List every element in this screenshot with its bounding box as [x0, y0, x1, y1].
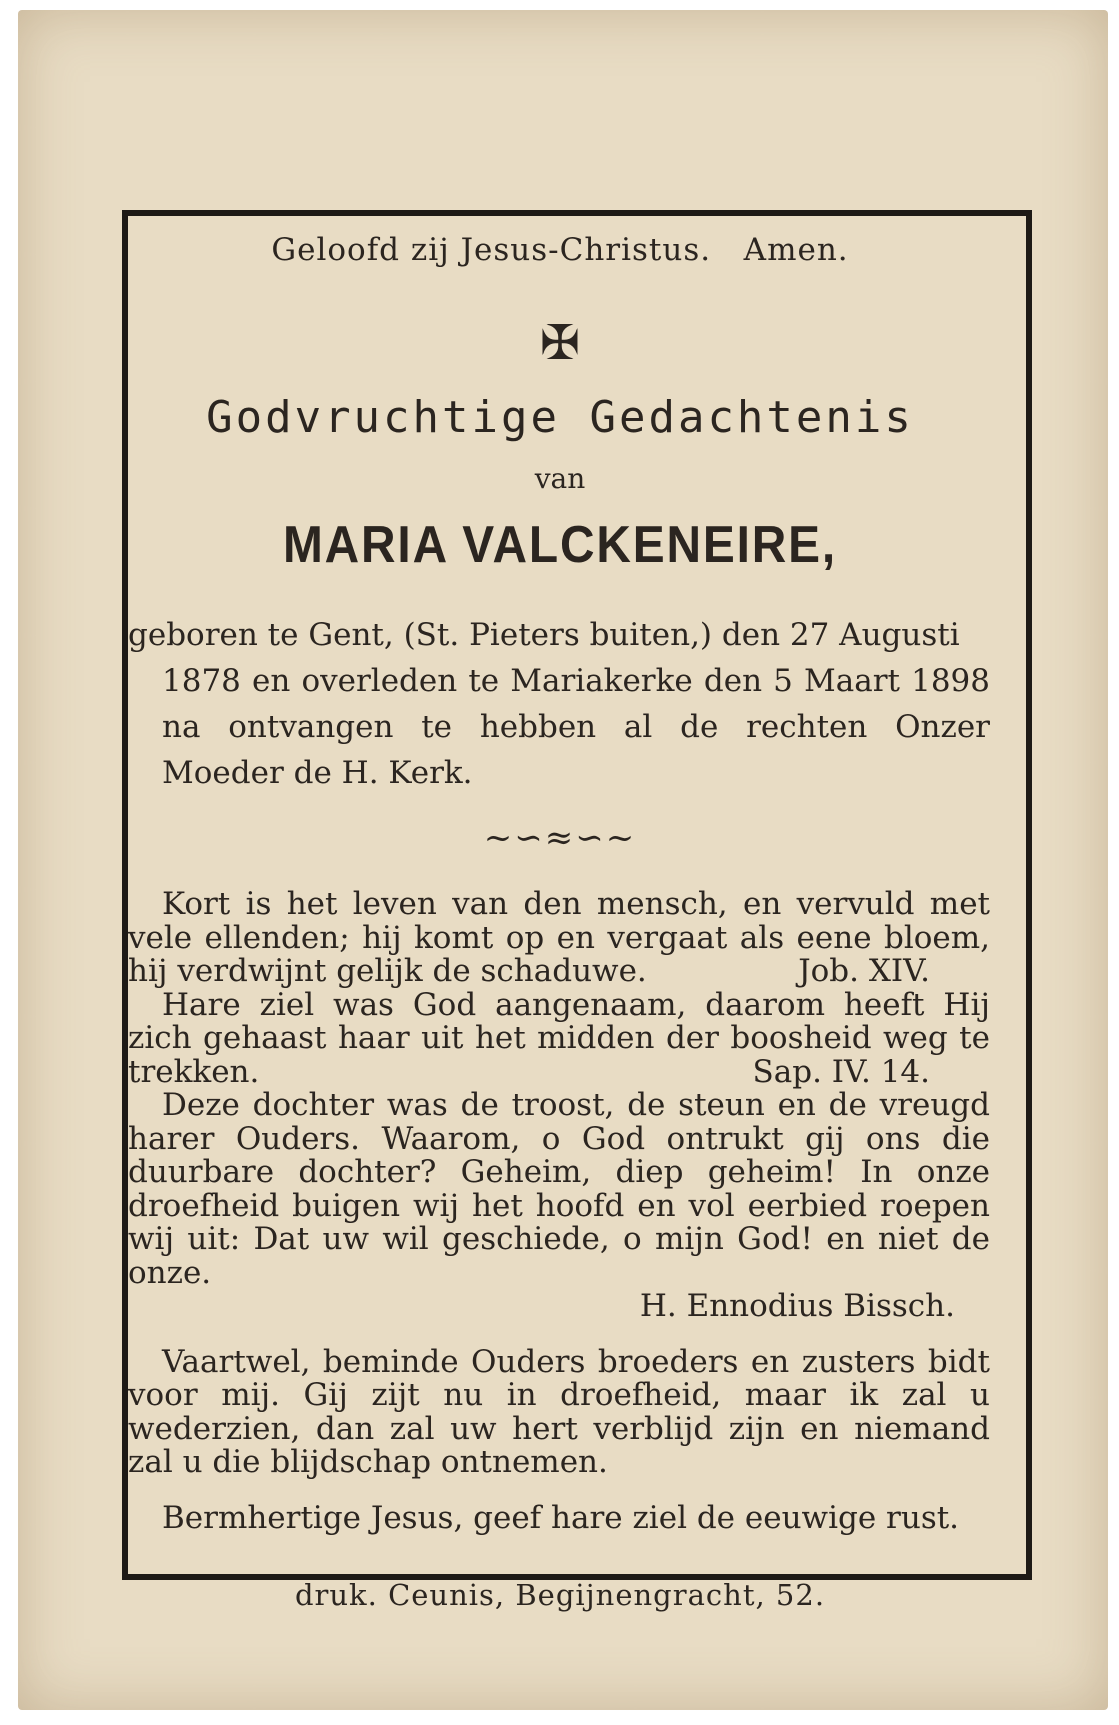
quotes-section [128, 888, 990, 1535]
quote-job-ref: Job. XIV. [798, 953, 930, 989]
quote-ennodius-author: H. Ennodius Bissch. [639, 1288, 955, 1324]
bio-rest: 1878 en overleden te Mariakerke den 5 Maart 1898 na ontvangen te hebben al de rechten Onzer Moeder de H. Kerk. [162, 663, 990, 791]
printer-credit: druk. Ceunis, Begijnengracht, 52. [294, 1578, 826, 1612]
quote-sap [128, 986, 990, 1090]
van-text: van [534, 462, 586, 495]
final-prayer: Bermhertige Jesus, geef hare ziel de eeuwige rust. [162, 1499, 960, 1536]
bio-first-line: geboren te Gent, (St. Pieters buiten,) den 27 Augusti [128, 617, 960, 653]
farewell-text: Vaartwel, beminde Ouders broeders en zusters bidt voor mij. Gij zijt nu in droefheid, maar ik zal u wederzien, dan zal uw hert verblijd zijn en niemand zal u die blijdschap ontnemen. [128, 1343, 990, 1480]
quote-ennodius [128, 1089, 990, 1290]
quote-job [128, 888, 990, 989]
ornament-divider-icon: ~∽≈∽~ [483, 818, 637, 858]
quote-job-text: Kort is het leven van den mensch, en vervuld met vele ellenden; hij komt op en vergaat als eene bloem, hij verdwijnt gelijk de schaduwe. [128, 886, 990, 989]
header-line: Geloofd zij Jesus-Christus. Amen. [271, 232, 849, 268]
biography [128, 612, 990, 796]
deceased-name: MARIA VALCKENEIRE, [282, 516, 838, 574]
quote-sap-ref: Sap. IV. 14. [752, 1053, 930, 1090]
cross-icon: ✠ [539, 315, 581, 371]
quote-sap-text: Hare ziel was God aangenaam, daarom heeft Hij zich gehaast haar uit het midden der boosheid weg te trekken. [128, 986, 990, 1090]
memorial-title: Godvruchtige Gedachtenis [206, 392, 914, 443]
quote-ennodius-text: Deze dochter was de troost, de steun en de vreugd harer Ouders. Waarom, o God ontrukt gij ons die duurbare dochter? Geheim, diep geheim! In onze droefheid buigen wij het hoofd en vol eerbied roepen wij uit: Dat uw wil geschiede, o mijn God! en niet de onze. [128, 1087, 990, 1291]
